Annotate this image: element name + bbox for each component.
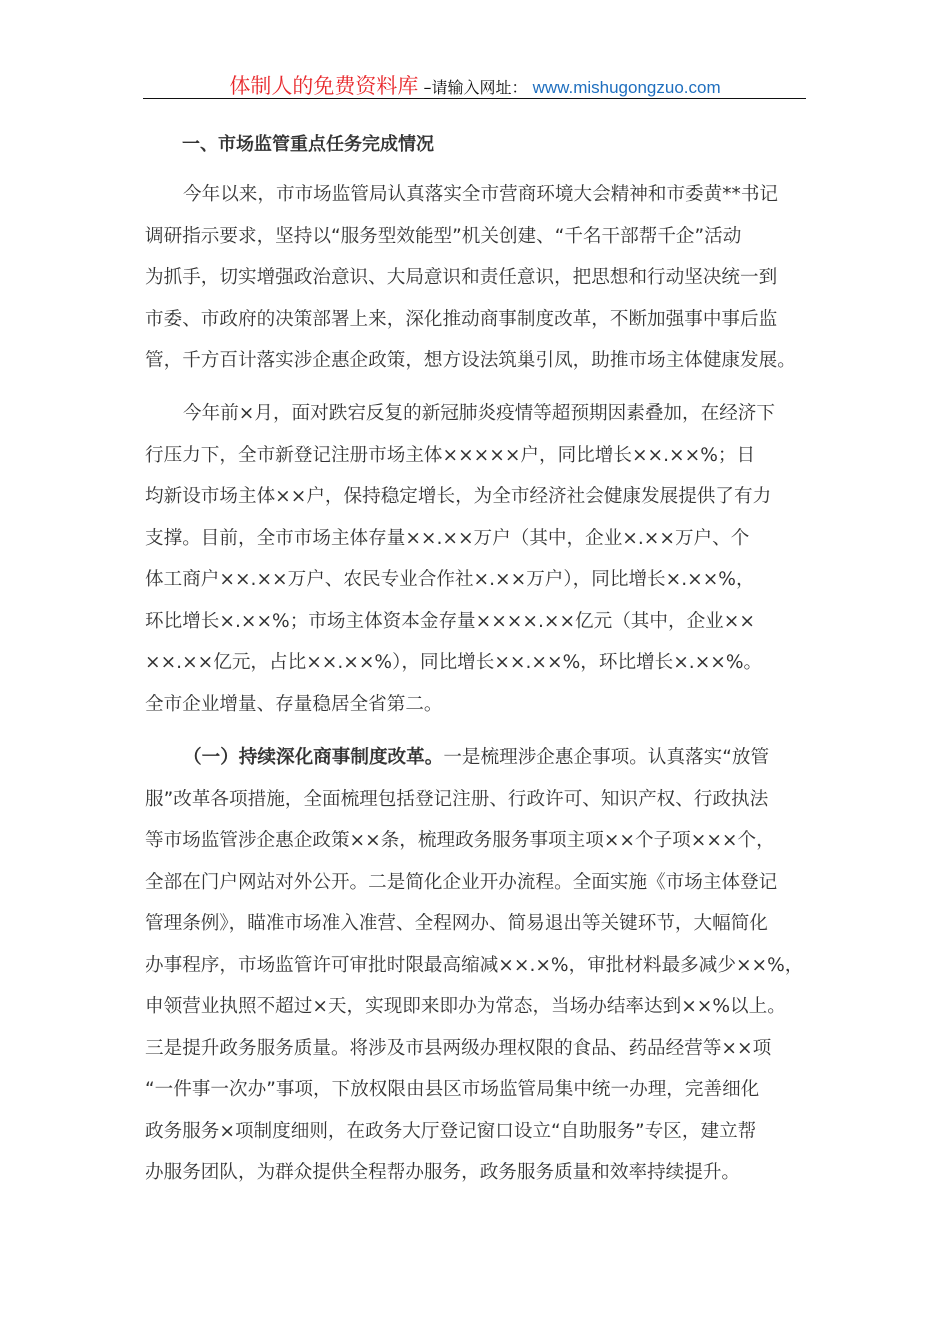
header-divider	[143, 98, 806, 99]
paragraph-3	[145, 737, 825, 1194]
banner-url-link[interactable]: www.mishugongzuo.com	[532, 78, 721, 97]
paragraph-line: 办服务团队，为群众提供全程帮办服务，政务服务质量和效率持续提升。	[145, 1162, 741, 1183]
paragraph-line: “一件事一次办”事项，下放权限由县区市场监管局集中统一办理，完善细化	[145, 1079, 760, 1100]
paragraph-line: 环比增长×.××%；市场主体资本金存量××××.××亿元（其中，企业××	[145, 610, 755, 632]
paragraph-line: 管理条例》，瞄准市场准入准营、全程网办、简易退出等关键环节，大幅简化	[145, 913, 768, 934]
paragraph-line: 政务服务×项制度细则，在政务大厅登记窗口设立“自助服务”专区，建立帮	[145, 1120, 757, 1142]
paragraph-line: 调研指示要求，坚持以“服务型效能型”机关创建、“千名干部帮千企”活动	[145, 225, 742, 247]
site-banner	[0, 70, 950, 100]
banner-prompt: –请输入网址：	[423, 78, 528, 97]
paragraph-line: 办事程序，市场监管许可审批时限最高缩减××.×%，审批材料最多减少××%，	[145, 954, 804, 976]
paragraph-line: 均新设市场主体××户，保持稳定增长，为全市经济社会健康发展提供了有力	[145, 486, 772, 507]
paragraph-text: 一是梳理涉企惠企事项。认真落实“放管	[443, 747, 770, 768]
paragraph-line: 行压力下，全市新登记注册市场主体×××××户，同比增长××.××%；日	[145, 444, 756, 466]
paragraph-line: 支撑。目前，全市市场主体存量××.××万户（其中，企业×.××万户、个	[145, 527, 750, 549]
paragraph-line: 今年前×月，面对跌宕反复的新冠肺炎疫情等超预期因素叠加，在经济下	[183, 403, 775, 424]
paragraph-line: ××.××亿元，占比××.××%），同比增长××.××%，环比增长×.××%。	[145, 652, 763, 673]
paragraph-line: 为抓手，切实增强政治意识、大局意识和责任意识，把思想和行动坚决统一到	[145, 267, 778, 288]
banner-brand: 体制人的免费资料库	[229, 74, 419, 98]
paragraph-line: 今年以来，市市场监管局认真落实全市营商环境大会精神和市委黄**书记	[183, 184, 779, 205]
paragraph-line: 全部在门户网站对外公开。二是简化企业开办流程。全面实施《市场主体登记	[145, 871, 778, 893]
paragraph-line: 体工商户××.××万户、农民专业合作社×.××万户），同比增长×.××%，	[145, 569, 755, 590]
paragraph-line: 申领营业执照不超过×天，实现即来即办为常态，当场办结率达到××%以上。	[145, 996, 786, 1017]
paragraph-1	[145, 174, 825, 382]
paragraph-line: 等市场监管涉企惠企政策××条，梳理政务服务事项主项××个子项×××个，	[145, 830, 775, 851]
paragraph-line: 三是提升政务服务质量。将涉及市县两级办理权限的食品、药品经营等××项	[145, 1037, 772, 1059]
subsection-heading: （一）持续深化商事制度改革。	[183, 747, 444, 768]
paragraph-2	[145, 393, 825, 725]
paragraph-line: 市委、市政府的决策部署上来，深化推动商事制度改革，不断加强事中事后监	[145, 308, 778, 330]
paragraph-line: 全市企业增量、存量稳居全省第二。	[145, 693, 443, 715]
paragraph-line	[145, 737, 825, 779]
paragraph-line: 服”改革各项措施，全面梳理包括登记注册、行政许可、知识产权、行政执法	[145, 788, 769, 810]
paragraph-line: 管，千方百计落实涉企惠企政策，想方设法筑巢引凤，助推市场主体健康发展。	[145, 350, 796, 371]
section-title: 一、市场监管重点任务完成情况	[182, 134, 434, 155]
